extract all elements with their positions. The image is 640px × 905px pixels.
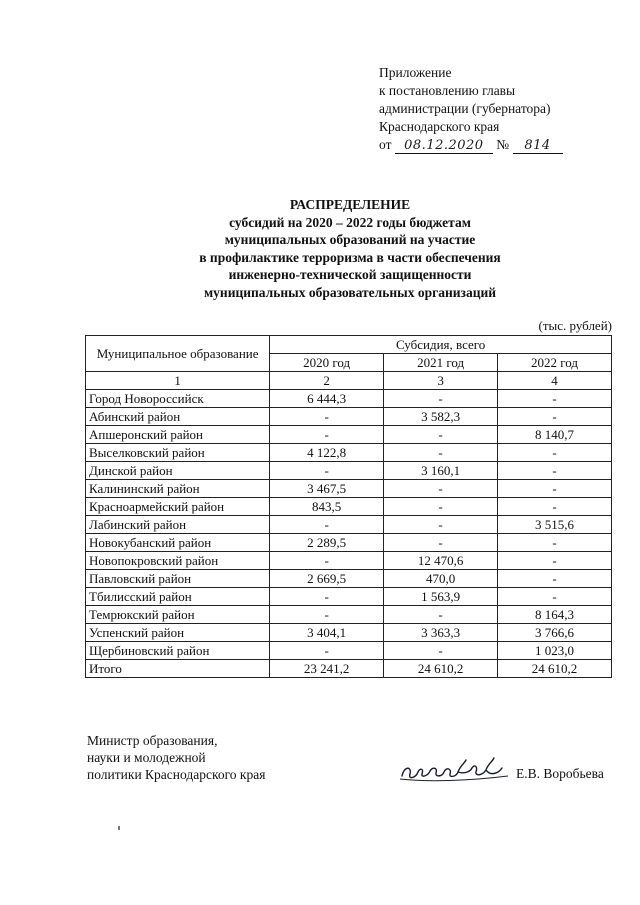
table-row (86, 408, 612, 426)
cell-2021: - (384, 534, 498, 552)
table-row (86, 462, 612, 480)
header-municipality: Муниципальное образование (86, 336, 270, 372)
signatory-line-2: науки и молодежной (87, 750, 206, 765)
handwritten-signature (398, 752, 516, 786)
cell-2020: - (270, 462, 384, 480)
title-heading: РАСПРЕДЕЛЕНИЕ (289, 197, 411, 212)
row-municipality: Щербиновский район (86, 642, 270, 660)
cell-2020: - (270, 552, 384, 570)
row-municipality: Динской район (86, 462, 270, 480)
cell-2022: 8 140,7 (498, 426, 612, 444)
column-number: 1 (86, 372, 270, 390)
total-2021: 24 610,2 (384, 660, 498, 678)
table-row (86, 606, 612, 624)
number-label: № (496, 137, 510, 152)
header-subsidy: Субсидия, всего (270, 336, 612, 354)
table-total-row (86, 660, 612, 678)
row-municipality: Красноармейский район (86, 498, 270, 516)
cell-2022: - (498, 498, 612, 516)
units-label: (тыс. рублей) (538, 318, 612, 333)
subsidy-table (85, 335, 612, 678)
column-number: 4 (498, 372, 612, 390)
annex-line-2: к постановлению главы (379, 83, 516, 98)
table-row (86, 390, 612, 408)
cell-2021: - (384, 390, 498, 408)
annex-line-3: администрации (губернатора) (379, 101, 551, 116)
cell-2022: - (498, 552, 612, 570)
total-2022: 24 610,2 (498, 660, 612, 678)
cell-2020: 2 669,5 (270, 570, 384, 588)
row-municipality: Новокубанский район (86, 534, 270, 552)
annex-block (379, 64, 629, 154)
decree-number: 814 (513, 139, 563, 154)
table-row (86, 642, 612, 660)
cell-2022: 1 023,0 (498, 642, 612, 660)
cell-2021: 3 363,3 (384, 624, 498, 642)
header-year-2020: 2020 год (270, 354, 384, 372)
cell-2020: - (270, 426, 384, 444)
document-title (150, 196, 550, 301)
cell-2022: - (498, 480, 612, 498)
signatory-line-1: Министр образования, (87, 733, 218, 748)
signatory-name: Е.В. Воробьева (516, 766, 604, 781)
cell-2021: - (384, 444, 498, 462)
row-municipality: Тбилисский район (86, 588, 270, 606)
cell-2020: - (270, 408, 384, 426)
cell-2022: - (498, 444, 612, 462)
cell-2020: - (270, 642, 384, 660)
table-row (86, 570, 612, 588)
row-municipality: Абинский район (86, 408, 270, 426)
cell-2020: - (270, 588, 384, 606)
cell-2020: 3 467,5 (270, 480, 384, 498)
header-year-2021: 2021 год (384, 354, 498, 372)
cell-2021: - (384, 642, 498, 660)
cell-2020: 3 404,1 (270, 624, 384, 642)
cell-2021: - (384, 426, 498, 444)
table-column-number-row (86, 372, 612, 390)
cell-2021: 12 470,6 (384, 552, 498, 570)
row-municipality: Успенский район (86, 624, 270, 642)
cell-2021: - (384, 480, 498, 498)
column-number: 3 (384, 372, 498, 390)
cell-2021: 1 563,9 (384, 588, 498, 606)
cell-2022: - (498, 390, 612, 408)
cell-2022: - (498, 462, 612, 480)
signatory-title (87, 732, 347, 783)
cell-2021: 3 582,3 (384, 408, 498, 426)
annex-line-4: Краснодарского края (379, 119, 500, 134)
signatory-line-3: политики Краснодарского края (87, 767, 266, 782)
header-year-2022: 2022 год (498, 354, 612, 372)
cell-2020: 4 122,8 (270, 444, 384, 462)
cell-2020: 6 444,3 (270, 390, 384, 408)
table-row (86, 552, 612, 570)
row-municipality: Новопокровский район (86, 552, 270, 570)
title-line-5: муниципальных образовательных организаций (203, 284, 497, 300)
annex-line-1: Приложение (379, 65, 452, 80)
cell-2022: 8 164,3 (498, 606, 612, 624)
table-row (86, 624, 612, 642)
cell-2021: - (384, 606, 498, 624)
table-header-row (86, 336, 612, 354)
row-municipality: Темрюкский район (86, 606, 270, 624)
cell-2022: 3 766,6 (498, 624, 612, 642)
title-line-4: инженерно-технической защищенности (228, 267, 472, 282)
total-label: Итого (86, 660, 270, 678)
cell-2020: - (270, 606, 384, 624)
row-municipality: Выселковский район (86, 444, 270, 462)
table-row (86, 498, 612, 516)
column-number: 2 (270, 372, 384, 390)
cell-2022: 3 515,6 (498, 516, 612, 534)
title-line-2: муниципальных образований на участие (224, 232, 476, 247)
cell-2022: - (498, 408, 612, 426)
cell-2021: - (384, 498, 498, 516)
table-row (86, 426, 612, 444)
cell-2021: 470,0 (384, 570, 498, 588)
row-municipality: Калининский район (86, 480, 270, 498)
row-municipality: Павловский район (86, 570, 270, 588)
cell-2021: 3 160,1 (384, 462, 498, 480)
table-row (86, 588, 612, 606)
table-row (86, 516, 612, 534)
cell-2021: - (384, 516, 498, 534)
title-line-3: в профилактике терроризма в части обеспечения (199, 249, 501, 265)
row-municipality: Апшеронский район (86, 426, 270, 444)
total-2020: 23 241,2 (270, 660, 384, 678)
cell-2020: - (270, 516, 384, 534)
cell-2020: 843,5 (270, 498, 384, 516)
scan-speck (118, 826, 120, 830)
row-municipality: Город Новороссийск (86, 390, 270, 408)
cell-2022: - (498, 570, 612, 588)
table-row (86, 534, 612, 552)
cell-2020: 2 289,5 (270, 534, 384, 552)
row-municipality: Лабинский район (86, 516, 270, 534)
cell-2022: - (498, 534, 612, 552)
from-label: от (379, 137, 392, 152)
annex-reference (379, 136, 629, 154)
decree-date: 08.12.2020 (395, 139, 493, 154)
cell-2022: - (498, 588, 612, 606)
table-row (86, 480, 612, 498)
table-row (86, 444, 612, 462)
title-line-1: субсидий на 2020 – 2022 годы бюджетам (229, 214, 471, 230)
